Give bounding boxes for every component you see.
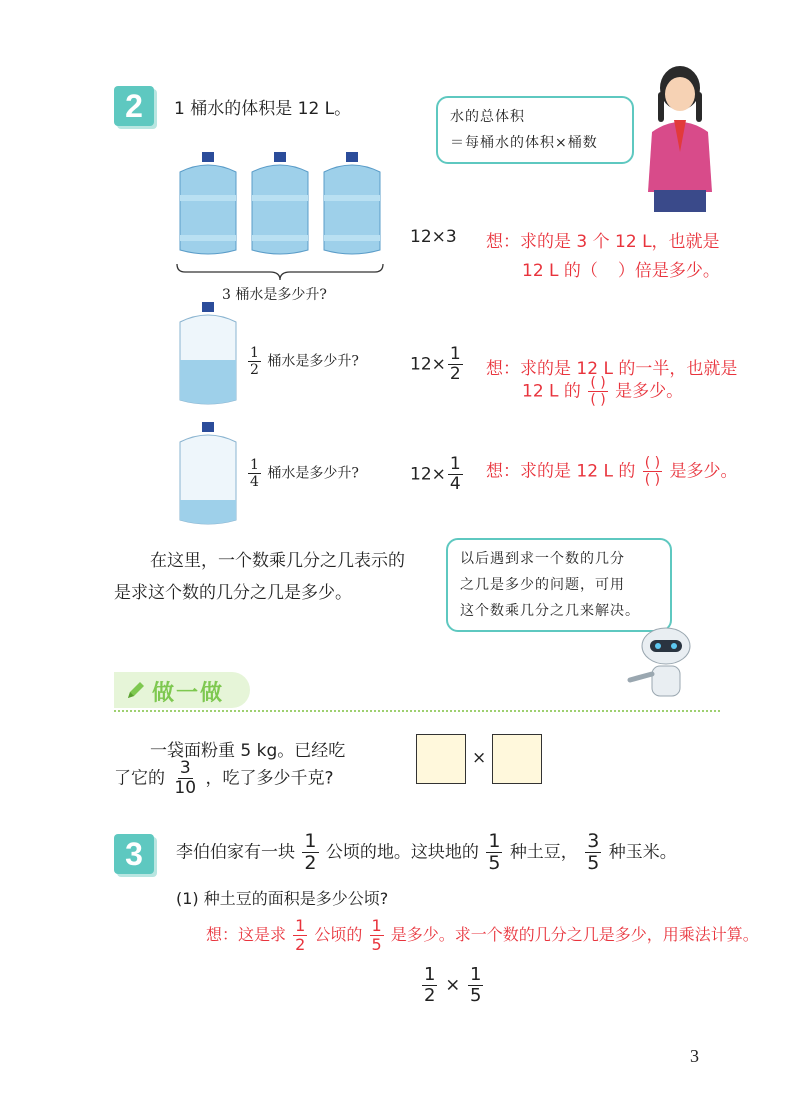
quarter-full-jug [172, 420, 242, 530]
example-number-badge: 2 [114, 86, 154, 126]
speech-bubble-formula [436, 96, 634, 164]
problem-text: 种玉米。 [608, 842, 677, 863]
robot-bubble-line: 这个数乘几分之几来解决。 [460, 603, 640, 619]
think-text: 12 L 的（ [522, 261, 598, 281]
example3-expression [420, 966, 485, 1005]
practice-text: 了它的 [114, 768, 165, 789]
blank-denominator: ( ) [644, 472, 661, 488]
robot-bubble-line: 以后遇到求一个数的几分 [460, 551, 625, 567]
pencil-icon [124, 678, 148, 702]
fraction-numerator: 1 [250, 345, 259, 361]
think-row2-line1: 想：求的是 12 L 的一半，也就是 [486, 359, 738, 379]
fraction-numerator: 1 [449, 454, 461, 474]
expr-text: 12× [410, 464, 446, 485]
fraction-denominator: 2 [424, 985, 436, 1006]
think-example3 [206, 918, 759, 953]
practice-line-2 [114, 760, 333, 797]
row2-label-text: 桶水是多少升? [267, 353, 359, 370]
fraction-numerator: 1 [424, 964, 436, 985]
blank-denominator: ( ) [590, 392, 606, 408]
brace-label: 3 桶水是多少升? [222, 287, 327, 303]
example-number-badge: 3 [114, 834, 154, 874]
problem-text: 公顷的地。这块地的 [325, 842, 479, 863]
fraction-numerator: 3 [179, 758, 191, 778]
think-text: 12 L 的 [522, 381, 581, 402]
think-row1-line1: 想：求的是 3 个 12 L，也就是 [486, 232, 720, 252]
half-full-jug [172, 300, 242, 410]
problem-text: 李伯伯家有一块 [176, 842, 295, 863]
think-text: 是多少。 [615, 381, 684, 402]
summary-line-1: 在这里，一个数乘几分之几表示的 [150, 551, 405, 571]
think-text: 是多少。 [669, 461, 738, 482]
problem-text: 种土豆， [509, 842, 578, 863]
answer-box-right[interactable] [492, 734, 542, 784]
fraction-denominator: 2 [304, 852, 317, 874]
expr-text: 12× [410, 354, 446, 375]
times-sign: × [445, 974, 461, 996]
robot-illustration [622, 626, 702, 700]
think-text: 是多少。求一个数的几分之几是多少，用乘法计算。 [390, 925, 759, 944]
practice-text: ，吃了多少千克? [205, 768, 334, 789]
girl-illustration [640, 62, 720, 212]
fraction-numerator: 1 [304, 830, 317, 852]
fraction-numerator: 1 [470, 964, 482, 985]
answer-blank-fraction[interactable] [588, 376, 607, 407]
fraction-denominator: 5 [371, 935, 382, 954]
fraction-numerator: 1 [488, 830, 501, 852]
brace [175, 262, 385, 282]
speech-bubble-robot [446, 538, 672, 632]
blank-numerator: ( ) [644, 455, 661, 471]
answer-blank-fraction[interactable] [643, 456, 662, 487]
question-1: (1) 种土豆的面积是多少公顷? [176, 889, 389, 908]
three-water-jugs [172, 150, 387, 260]
think-text: ）倍是多少。 [617, 261, 720, 281]
think-row3 [486, 456, 738, 487]
fraction-numerator: 1 [250, 457, 259, 473]
fraction-denominator: 5 [488, 852, 501, 874]
think-text: 想：求的是 12 L 的 [486, 461, 636, 482]
fraction-numerator: 1 [371, 916, 382, 935]
expression-12-times-quarter [410, 456, 465, 493]
fraction-denominator: 5 [587, 852, 600, 874]
row3-label [246, 458, 359, 489]
fraction-denominator: 2 [250, 362, 259, 378]
practice-heading: 做一做 [152, 681, 225, 706]
think-row2-line2 [522, 376, 683, 407]
practice-line-1: 一袋面粉重 5 kg。已经吃 [150, 741, 346, 761]
page-number: 3 [690, 1046, 699, 1066]
summary-line-2: 是求这个数的几分之几是多少。 [114, 583, 352, 603]
blank-numerator: ( ) [590, 375, 606, 391]
think-row1-line2 [522, 256, 720, 281]
fraction-numerator: 3 [587, 830, 600, 852]
fraction-denominator: 4 [250, 474, 259, 490]
fraction-numerator: 1 [295, 916, 306, 935]
fraction-denominator: 5 [470, 985, 482, 1006]
fraction-denominator: 10 [174, 778, 197, 798]
row2-label [246, 346, 359, 377]
example-intro: 1 桶水的体积是 12 L。 [174, 99, 352, 119]
practice-divider [114, 710, 720, 712]
fraction-denominator: 2 [295, 935, 306, 954]
fraction-denominator: 4 [449, 474, 461, 494]
fraction-numerator: 1 [449, 344, 461, 364]
example3-problem [176, 832, 677, 873]
think-text: 想：这是求 [206, 925, 287, 944]
bubble-line-1: 水的总体积 [450, 109, 525, 125]
robot-bubble-line: 之几是多少的问题，可用 [460, 577, 625, 593]
bubble-line-2: ＝每桶水的体积×桶数 [450, 135, 598, 151]
answer-box-left[interactable] [416, 734, 466, 784]
fraction-denominator: 2 [449, 364, 461, 384]
expression-12-times-half [410, 346, 465, 383]
think-text: 公顷的 [314, 925, 363, 944]
times-sign: × [472, 748, 487, 768]
expression-12x3: 12×3 [410, 227, 457, 247]
row3-label-text: 桶水是多少升? [267, 465, 359, 482]
